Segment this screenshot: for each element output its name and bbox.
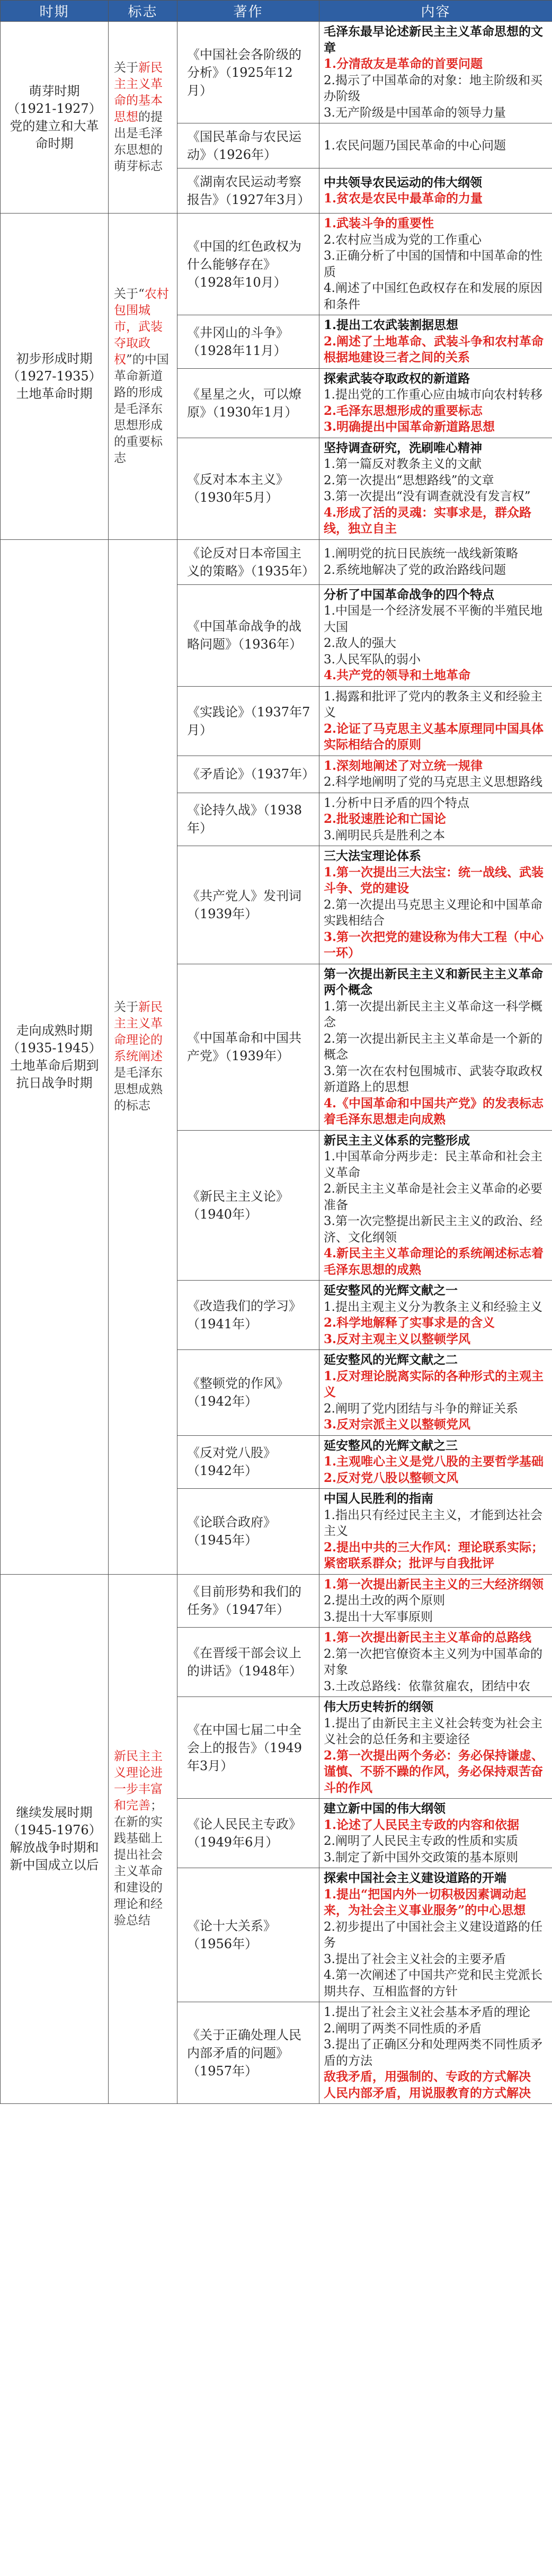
content-key-point: 2.科学地解释了实事求是的含义 [324, 1316, 495, 1330]
content-line: 4.阐述了中国红色政权存在和发展的原因和条件 [324, 281, 542, 312]
content-key-point: 1.深刻地阐述了对立统一规律 [324, 758, 483, 773]
work-title: 《实践论》（1937年7月） [177, 686, 319, 756]
work-title: 《论反对日本帝国主义的策略》（1935年） [177, 539, 319, 584]
work-title: 《星星之火，可以燎原》（1930年1月） [177, 368, 319, 438]
content-heading: 分析了中国革命战争的四个特点 [324, 587, 494, 602]
work-title: 《矛盾论》（1937年） [177, 756, 319, 793]
mark-cell [109, 22, 177, 214]
content-key-point: 3.第一次把党的建设称为伟大工程（中心一环） [324, 929, 544, 960]
content-key-point: 1.提出“把国内外一切积极因素调动起来，为社会主义事业服务”的中心思想 [324, 1887, 527, 1917]
content-heading: 中国人民胜利的指南 [324, 1491, 433, 1506]
content-line: 2.第一次提出马克思主义理论和中国革命实践相结合 [324, 898, 542, 928]
work-title: 《新民主主义论》（1940年） [177, 1130, 319, 1281]
content-cell [319, 1350, 552, 1436]
content-heading: 1.提出工农武装割据思想 [324, 318, 459, 332]
content-cell [319, 1868, 552, 2002]
work-title: 《国民革命与农民运动》（1926年） [177, 123, 319, 168]
work-title: 《论联合政府》（1945年） [177, 1489, 319, 1575]
table-body [1, 22, 552, 2104]
content-cell [319, 686, 552, 756]
content-key-point: 1.第一次提出新民主主义的三大经济纲领 [324, 1577, 544, 1592]
content-line: 1.中国是一个经济发展不平衡的半殖民地大国 [324, 604, 542, 634]
content-line: 2.系统地解决了党的政治路线问题 [324, 563, 506, 577]
content-line: 2.科学地阐明了党的马克思主义思想路线 [324, 775, 542, 789]
content-cell [319, 584, 552, 686]
content-cell [319, 168, 552, 214]
content-line: 2.农村应当成为党的工作重心 [324, 233, 482, 247]
mark-highlight: 新民主主义革命的基本思想 [114, 61, 163, 124]
content-key-point: 2.毛泽东思想形成的重要标志 [324, 403, 483, 418]
content-line: 3.人民军队的弱小 [324, 652, 421, 667]
content-cell [319, 438, 552, 539]
content-heading: 中共领导农民运动的伟大纲领 [324, 175, 482, 190]
content-key-point: 2.反对党八股以整顿文风 [324, 1470, 459, 1485]
content-key-point: 1.分清敌友是革命的首要问题 [324, 57, 483, 71]
content-line: 3.提出了社会主义社会的主要矛盾 [324, 1952, 506, 1966]
work-title: 《反对本本主义》（1930年5月） [177, 438, 319, 539]
content-line: 3.制定了新中国外交政策的基本原则 [324, 1850, 518, 1864]
table-row [1, 214, 552, 315]
content-key-point: 1.论述了人民民主专政的内容和依据 [324, 1817, 520, 1832]
work-title: 《中国革命和中国共产党》（1939年） [177, 964, 319, 1130]
work-title: 《在中国七届二中全会上的报告》（1949年3月） [177, 1697, 319, 1799]
work-title: 《井冈山的斗争》（1928年11月） [177, 315, 319, 369]
work-title: 《中国革命战争的战略问题》（1936年） [177, 584, 319, 686]
content-key-point: 1.武装斗争的重要性 [324, 216, 434, 230]
content-key-point: 2.批驳速胜论和亡国论 [324, 812, 447, 826]
work-title: 《共产党人》发刊词（1939年） [177, 846, 319, 964]
content-cell [319, 539, 552, 584]
content-line: 2.第一次提出“思想路线”的文章 [324, 473, 494, 487]
mark-text: 关于 [114, 61, 138, 75]
content-heading: 探索中国社会主义建设道路的开端 [324, 1871, 506, 1885]
content-cell [319, 1435, 552, 1489]
work-title: 《目前形势和我们的任务》（1947年） [177, 1574, 319, 1628]
work-title: 《中国的红色政权为什么能够存在》（1928年10月） [177, 214, 319, 315]
content-key-point: 2.阐述了土地革命、武装斗争和农村革命根据地建设三者之间的关系 [324, 334, 544, 365]
table-row [1, 539, 552, 584]
content-line: 2.敌人的强大 [324, 636, 396, 650]
content-line: 2.初步提出了中国社会主义建设道路的任务 [324, 1920, 542, 1950]
content-line: 1.提出主观主义分为教条主义和经验主义 [324, 1300, 542, 1314]
content-cell [319, 1489, 552, 1575]
table-header [1, 1, 552, 22]
content-cell [319, 22, 552, 123]
content-line: 3.土改总路线：依靠贫雇农，团结中农 [324, 1679, 530, 1693]
content-cell [319, 1130, 552, 1281]
content-key-point: 2.第一次提出两个务必：务必保持谦虚、谨慎、不骄不躁的作风，务必保持艰苦奋斗的作风 [324, 1748, 544, 1795]
content-cell [319, 1281, 552, 1350]
content-heading: 探索武装夺取政权的新道路 [324, 371, 470, 386]
mark-text: 的提出是毛泽东思想的萌芽标志 [114, 110, 163, 173]
content-heading: 第一次提出新民主主义和新民主主义革命两个概念 [324, 966, 543, 997]
content-line: 3.正确分析了中国的国情和中国革命的性质 [324, 249, 542, 279]
content-line: 2.阐明了人民民主专政的性质和实质 [324, 1834, 518, 1848]
content-cell [319, 1697, 552, 1799]
content-line: 3.第一次在农村包围城市、武装夺取政权新道路上的思想 [324, 1064, 542, 1094]
content-line: 3.提出了正确区分和处理两类不同性质矛盾的方法 [324, 2038, 542, 2068]
content-line: 1.提出党的工作重心应由城市向农村转移 [324, 388, 542, 402]
work-title: 《在晋绥干部会议上的讲话》（1948年） [177, 1628, 319, 1697]
content-key-point: 4.形成了活的灵魂：实事求是，群众路线，独立自主 [324, 505, 532, 536]
period-cell: 初步形成时期（1927-1935）土地革命时期 [1, 214, 109, 540]
mark-text: 关于 [114, 1000, 138, 1014]
mark-highlight: 新民主主义革命理论的系统阐述 [114, 1000, 163, 1063]
content-heading: 毛泽东最早论述新民主主义革命思想的文章 [324, 24, 543, 55]
content-key-point: 1.第一次提出新民主主义革命的总路线 [324, 1630, 532, 1645]
work-title: 《论人民民主专政》（1949年6月） [177, 1799, 319, 1868]
content-line: 1.提出了社会主义社会基本矛盾的理论 [324, 2005, 530, 2019]
content-key-point: 人民内部矛盾，用说服教育的方式解决 [324, 2085, 531, 2100]
content-cell [319, 793, 552, 846]
mark-cell [109, 1574, 177, 2104]
content-key-point: 4.《中国革命和中国共产党》的发表标志着毛泽东思想走向成熟 [324, 1096, 544, 1126]
period-cell: 继续发展时期（1945-1976）解放战争时期和新中国成立以后 [1, 1574, 109, 2104]
content-cell [319, 2002, 552, 2104]
content-cell [319, 1799, 552, 1868]
content-key-point: 3.明确提出中国革命新道路思想 [324, 420, 495, 434]
content-line: 2.阐明了党内团结与斗争的辩证关系 [324, 1401, 518, 1416]
content-key-point: 2.提出中共的三大作风：理论联系实际；紧密联系群众；批评与自我批评 [324, 1540, 544, 1570]
content-line: 3.阐明民兵是胜利之本 [324, 828, 445, 842]
content-line: 1.揭露和批评了党内的教条主义和经验主义 [324, 689, 542, 719]
content-line: 3.第一次完整提出新民主主义的政治、经济、文化纲领 [324, 1214, 542, 1245]
content-cell [319, 315, 552, 369]
mark-cell [109, 539, 177, 1574]
mark-cell [109, 214, 177, 540]
content-heading: 延安整风的光辉文献之一 [324, 1283, 458, 1298]
content-key-point: 敌我矛盾，用强制的、专政的方式解决 [324, 2069, 531, 2084]
mark-highlight: 新民主主义理论进一步丰富和完善 [114, 1749, 163, 1813]
content-key-point: 4.新民主主义革命理论的系统阐述标志着毛泽东思想的成熟 [324, 1246, 544, 1277]
content-key-point: 1.反对理论脱离实际的各种形式的主观主义 [324, 1369, 544, 1399]
content-cell [319, 756, 552, 793]
content-key-point: 1.主观唯心主义是党八股的主要哲学基础 [324, 1454, 544, 1469]
content-line: 2.第一次提出新民主主义革命是一个新的概念 [324, 1032, 542, 1062]
mark-text: ；在新的实践基础上提出社会主义革命和建设的理论和经验总结 [114, 1799, 163, 1928]
content-cell [319, 964, 552, 1130]
work-title: 《湖南农民运动考察报告》（1927年3月） [177, 168, 319, 214]
content-cell [319, 1628, 552, 1697]
content-heading: 三大法宝理论体系 [324, 849, 421, 863]
content-line: 1.中国革命分两步走：民主革命和社会主义革命 [324, 1150, 542, 1180]
content-heading: 延安整风的光辉文献之二 [324, 1353, 458, 1367]
work-title: 《中国社会各阶级的分析》（1925年12月） [177, 22, 319, 123]
content-heading: 建立新中国的伟大纲领 [324, 1801, 446, 1816]
mark-highlight: 农村包围城市，武装夺取政权 [114, 287, 169, 367]
content-line: 1.第一篇反对教条主义的文献 [324, 457, 482, 471]
header-mark: 标志 [109, 1, 177, 22]
content-line: 4.第一次阐述了中国共产党和民主党派长期共存、互相监督的方针 [324, 1968, 542, 1998]
content-key-point: 2.论证了马克思主义基本原理同中国具体实际相结合的原则 [324, 721, 544, 752]
content-line: 2.揭示了中国革命的对象：地主阶级和买办阶级 [324, 73, 542, 103]
content-line: 3.提出十大军事原则 [324, 1610, 433, 1624]
content-cell [319, 1574, 552, 1628]
content-line: 1.农民问题乃国民革命的中心问题 [324, 138, 506, 153]
period-cell: 走向成熟时期（1935-1945）土地革命后期到抗日战争时期 [1, 539, 109, 1574]
table-row [1, 22, 552, 123]
content-line: 2.提出土改的两个原则 [324, 1594, 445, 1607]
content-cell [319, 123, 552, 168]
content-key-point: 1.贫农是农民中最革命的力量 [324, 191, 483, 206]
content-line: 1.提出了由新民主主义社会转变为社会主义社会的总任务和主要途径 [324, 1716, 542, 1746]
content-line: 3.第一次提出“没有调查就没有发言权” [324, 490, 531, 503]
header-content: 内容 [319, 1, 552, 22]
header-work: 著作 [177, 1, 319, 22]
work-title: 《反对党八股》（1942年） [177, 1435, 319, 1489]
work-title: 《论十大关系》（1956年） [177, 1868, 319, 2002]
content-line: 1.第一次提出新民主主义革命这一科学概念 [324, 999, 542, 1029]
mark-text: 是毛泽东思想成熟的标志 [114, 1066, 163, 1113]
work-title: 《论持久战》（1938年） [177, 793, 319, 846]
work-title: 《整顿党的作风》（1942年） [177, 1350, 319, 1436]
content-key-point: 1.第一次提出三大法宝：统一战线、武装斗争、党的建设 [324, 865, 544, 895]
content-cell [319, 214, 552, 315]
header-period: 时期 [1, 1, 109, 22]
work-title: 《改造我们的学习》（1941年） [177, 1281, 319, 1350]
content-heading: 延安整风的光辉文献之三 [324, 1438, 458, 1453]
content-line: 2.新民主主义革命是社会主义革命的必要准备 [324, 1182, 542, 1212]
content-key-point: 3.反对宗派主义以整顿党风 [324, 1417, 471, 1432]
content-line: 2.阐明了两类不同性质的矛盾 [324, 2021, 482, 2036]
table-row [1, 1574, 552, 1628]
mark-text: 关于“ [114, 287, 145, 301]
mark-text: ”的中国革命新道路的形成是毛泽东思想形成的重要标志 [114, 352, 169, 465]
content-key-point: 4.共产党的领导和土地革命 [324, 668, 471, 682]
content-line: 1.指出只有经过民主主义，才能到达社会主义 [324, 1508, 542, 1538]
content-heading: 新民主主义体系的完整形成 [324, 1133, 470, 1148]
content-key-point: 3.反对主观主义以整顿学风 [324, 1331, 471, 1346]
content-line: 3.无产阶级是中国革命的领导力量 [324, 105, 506, 120]
content-line: 1.分析中日矛盾的四个特点 [324, 796, 469, 810]
content-heading: 坚持调查研究，洗刷唯心精神 [324, 440, 482, 455]
content-heading: 伟大历史转折的纲领 [324, 1700, 433, 1714]
content-line: 1.阐明党的抗日民族统一战线新策略 [324, 547, 518, 561]
content-cell [319, 846, 552, 964]
work-title: 《关于正确处理人民内部矛盾的问题》（1957年） [177, 2002, 319, 2104]
content-cell [319, 368, 552, 438]
period-cell: 萌芽时期（1921-1927）党的建立和大革命时期 [1, 22, 109, 214]
content-line: 2.第一次把官僚资本主义列为中国革命的对象 [324, 1647, 542, 1677]
